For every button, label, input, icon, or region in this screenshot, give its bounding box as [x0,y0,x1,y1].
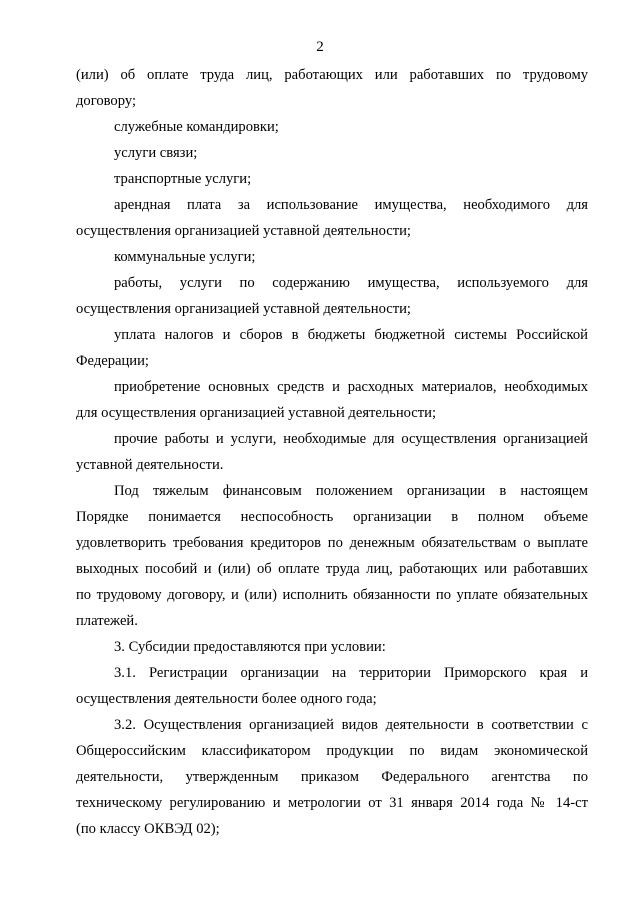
text-line: услуги связи; [114,145,198,161]
text-line: (по классу ОКВЭД 02); [76,821,220,837]
paragraph-continuation [76,62,588,114]
text-line: транспортные услуги; [114,171,252,187]
text-line: Федерации; [76,353,149,369]
text-line: уставной деятельности. [76,457,224,473]
text-line: (или) об оплате труда лиц, работающих или работавших по трудовому [76,67,588,83]
text-line: Под тяжелым финансовым положением организации в настоящем [114,483,588,499]
paragraph-item-communication [76,140,588,166]
text-line: арендная плата за использование имущества, необходимого для [114,197,588,213]
paragraph-item-transport [76,166,588,192]
text-line: осуществления деятельности более одного года; [76,691,377,707]
document-body [76,62,588,842]
text-line: уплата налогов и сборов в бюджеты бюджетной системы Российской [114,327,588,343]
text-line: коммунальные услуги; [114,249,256,265]
paragraph-item-utilities [76,244,588,270]
paragraph-definition-hard-financial [76,478,588,634]
text-line: осуществления организацией уставной деятельности; [76,301,411,317]
text-line: осуществления организацией уставной деятельности; [76,223,411,239]
text-line: Порядке понимается неспособность организации в полном объеме [76,509,588,525]
text-line: 3.2. Осуществления организацией видов деятельности в соответствии с [114,717,588,733]
paragraph-item-other-works [76,426,588,478]
text-line: деятельности, утвержденным приказом Федерального агентства по [76,769,588,785]
paragraph-item-rent [76,192,588,244]
paragraph-clause-3 [76,634,588,660]
paragraph-item-business-trips [76,114,588,140]
text-line: выходных пособий и (или) об оплате труда лиц, работающих или работавших [76,561,588,577]
paragraph-item-maintenance [76,270,588,322]
text-line: Общероссийским классификатором продукции по видам экономической [76,743,588,759]
text-line: платежей. [76,613,138,629]
page-number: 2 [316,39,324,55]
text-line: 3. Субсидии предоставляются при условии: [114,639,386,655]
paragraph-item-fixed-assets [76,374,588,426]
text-line: служебные командировки; [114,119,279,135]
text-line: по трудовому договору, и (или) исполнить обязанности по уплате обязательных [76,587,588,603]
text-line: 3.1. Регистрации организации на территории Приморского края и [114,665,588,681]
paragraph-clause-3-1 [76,660,588,712]
text-line: прочие работы и услуги, необходимые для осуществления организацией [114,431,588,447]
paragraph-item-taxes [76,322,588,374]
text-line: техническому регулированию и метрологии от 31 января 2014 года № 14-ст [76,795,588,811]
text-line: приобретение основных средств и расходных материалов, необходимых [114,379,588,395]
text-line: для осуществления организацией уставной деятельности; [76,405,437,421]
text-line: договору; [76,93,136,109]
text-line: работы, услуги по содержанию имущества, используемого для [114,275,588,291]
paragraph-clause-3-2 [76,712,588,842]
text-line: удовлетворить требования кредиторов по денежным обязательствам о выплате [76,535,588,551]
